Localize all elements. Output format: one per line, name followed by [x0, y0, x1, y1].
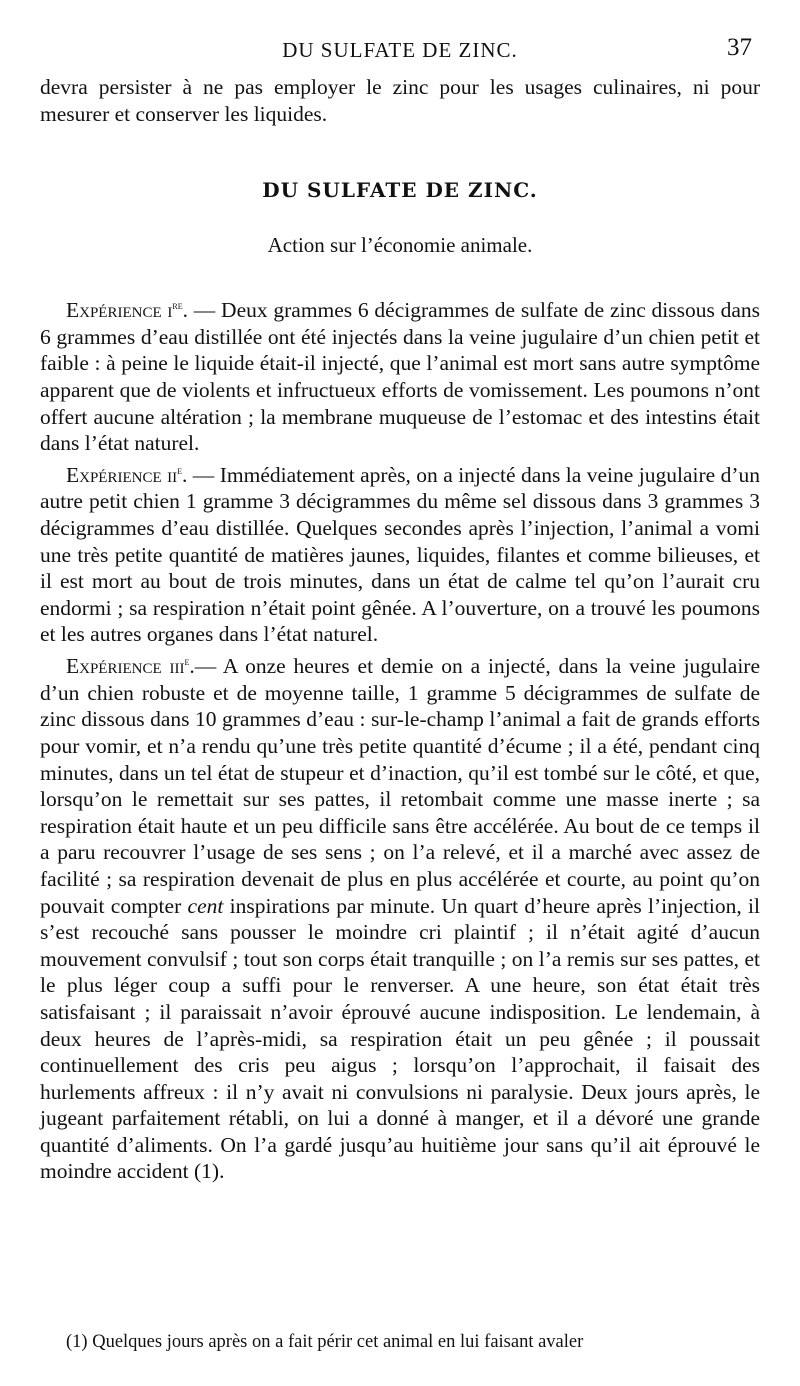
running-head	[40, 34, 760, 64]
experiment-dash: .—	[189, 654, 217, 679]
experiment-text: Deux grammes 6 décigrammes de sulfate de zinc dissous dans 6 grammes d’eau distillée ont été injectés dans la veine jugulaire d’un chien petit et faible : à peine le liquide était-il injecté, que l’animal est mort sans autre symptôme apparent que de violents et infructueux efforts de vomissement. Les poumons n’ont offert aucune altération ; la membrane muqueuse de l’estomac et des intestins était dans l’état naturel.	[40, 298, 761, 456]
experiment-paragraph-2	[40, 457, 760, 648]
experiment-label: Expérience $ii^e$	[66, 462, 182, 487]
experiments-body	[40, 292, 760, 1185]
experiment-label: Expérience iii$^e$	[66, 654, 190, 679]
footnote-text: Quelques jours après on a fait périr cet animal en lui faisant avaler	[87, 1332, 584, 1352]
experiment-dash: . —	[182, 298, 216, 323]
experiment-text-continued: inspirations par minute. Un quart d’heure après l’injection, il s’est recouché sans pousser le moindre cri plaintif ; il n’était agité d’aucun mouvement convulsif ; tout son corps était tranquille ; on l’a remis sur ses pattes, et le plus léger coup a suffi pour le renverser. A une heure, son état était très satisfaisant ; il paraissait n’avoir éprouvé aucune indisposition. Le lendemain, à deux heures de l’après-midi, sa respiration était un peu gênée ; il poussait continuellement des cris peu aigus ; lorsqu’on l’approchait, il faisait des hurlements affreux : il n’y avait ni convulsions ni paralysie. Deux jours après, le jugeant parfaitement rétabli, on lui a donné à manger, et il a dévoré une grande quantité d’aliments. On l’a gardé jusqu’au huitième jour sans qu’il ait éprouvé le moindre accident (1).	[40, 893, 761, 1184]
section-subtitle: Action sur l’économie animale.	[267, 233, 533, 257]
footnote-marker: (1)	[66, 1332, 88, 1352]
running-head-title: DU SULFATE DE ZINC.	[282, 38, 518, 62]
intro-text: devra persister à ne pas employer le zinc pour les usages culinaires, ni pour mesurer et conserver les liquides.	[40, 75, 760, 126]
footnote	[40, 1330, 760, 1354]
emphasis-word: cent	[187, 893, 224, 918]
experiment-paragraph-3	[40, 648, 760, 1185]
page-number: 37	[727, 34, 752, 61]
section-title: DU SULFATE DE ZINC.	[262, 178, 538, 202]
experiment-label: Expérience $i^{re}$	[66, 298, 183, 323]
experiment-text: Immédiatement après, on a injecté dans la veine jugulaire d’un autre petit chien 1 gramme 3 décigrammes du même sel dissous dans 3 grammes 3 décigrammes d’eau distillée. Quelques secondes après l’injection, l’animal a vomi une très petite quantité de matières jaunes, liquides, filantes et comme bilieuses, et il est mort au bout de trois minutes, dans un état de calme tel qu’on l’aurait cru endormi ; sa respiration n’était point gênée. A l’ouverture, on a trouvé les poumons et les autres organes dans l’état naturel.	[40, 462, 761, 647]
experiment-dash: . —	[181, 462, 215, 487]
intro-paragraph	[40, 74, 760, 127]
experiment-text: A onze heures et demie on a injecté, dans la veine jugulaire d’un chien robuste et de moyenne taille, 1 gramme 5 décigrammes de sulfate de zinc dissous dans 10 grammes d’eau : sur-le-champ l’animal a fait de grands efforts pour vomir, et n’a rendu qu’une très petite quantité d’écume ; il a été, pendant cinq minutes, dans un tel état de stupeur et d’inaction, qu’il est tombé sur le côté, et que, lorsqu’on le remettait sur ses pattes, il retombait comme une masse inerte ; sa respiration était haute et un peu difficile sans être accélérée. Au bout de ce temps il a paru recouvrer l’usage de ses sens ; on l’a relevé, et il a marché avec assez de facilité ; sa respiration devenait de plus en plus accélérée et courte, au point qu’on pouvait compter	[40, 654, 760, 918]
experiment-paragraph-1	[40, 292, 760, 457]
